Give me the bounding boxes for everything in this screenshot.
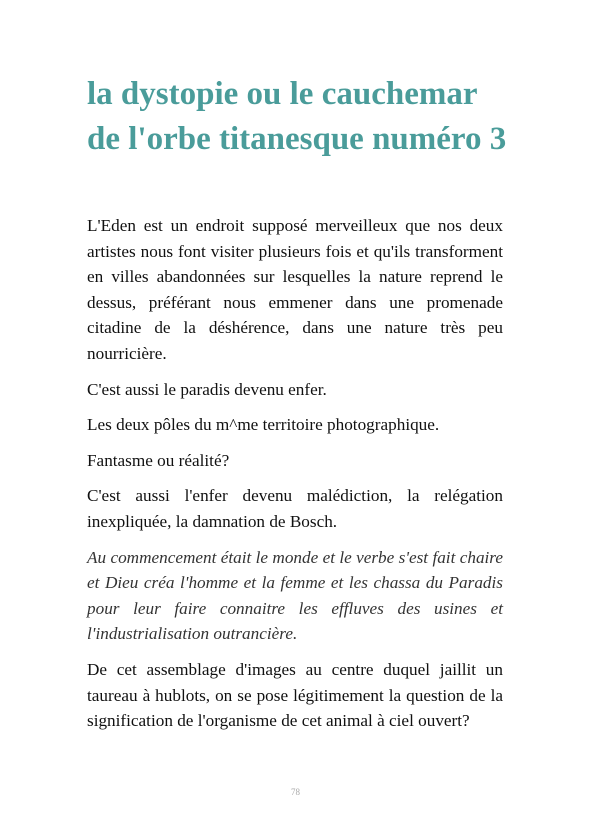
body-text (87, 213, 503, 734)
paragraph-fantasme: Fantasme ou réalité? (87, 450, 230, 470)
paragraph-deux-poles: Les deux pôles du m^me territoire photographique. (87, 415, 440, 435)
paragraph-paradis-enfer: C'est aussi le paradis devenu enfer. (87, 379, 327, 399)
page-number: 78 (291, 787, 300, 797)
paragraph-commencement-quote: Au commencement était le monde et le verbe s'est fait chaire et Dieu créa l'homme et la femme et les chassa du Paradis pour leur faire connaitre les effluves des usines et l'industrialisation outrancière. (87, 547, 503, 644)
page-title: la dystopie ou le cauchemar de l'orbe titanesque numéro 3 (87, 76, 507, 157)
paragraph-malediction: C'est aussi l'enfer devenu malédiction, la relégation inexpliquée, la damnation de Bosch. (87, 486, 503, 531)
paragraph-taureau: De cet assemblage d'images au centre duquel jaillit un taureau à hublots, on se pose légitimement la question de la signification de l'organisme de cet animal à ciel ouvert? (87, 659, 503, 731)
paragraph-eden: L'Eden est un endroit supposé merveilleux que nos deux artistes nous font visiter plusieurs fois et qu'ils transforment en villes abandonnées sur lesquelles la nature reprend le dessus, préférant nous emmener dans une promenade citadine de la déshérence, dans une nature très peu nourricière. (87, 216, 503, 363)
